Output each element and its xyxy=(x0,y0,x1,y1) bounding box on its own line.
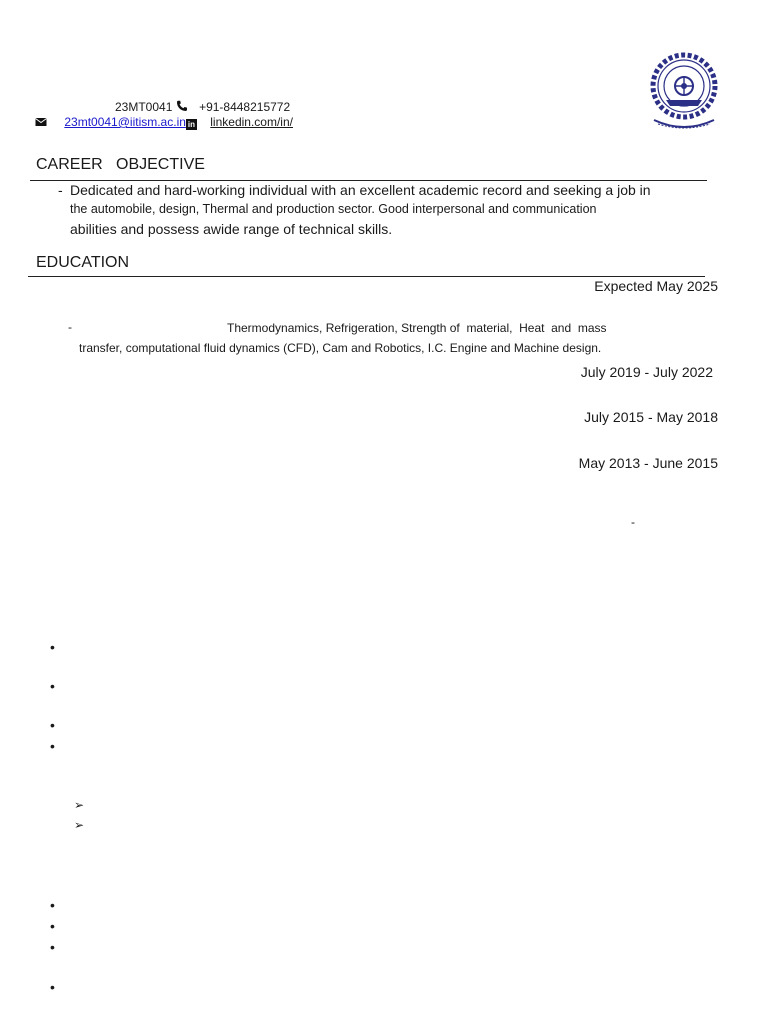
education-date-1: Expected May 2025 xyxy=(594,278,718,294)
phone-number: +91-8448215772 xyxy=(199,100,291,114)
list-bullet: • xyxy=(50,979,55,995)
courses-line-2: transfer, computational fluid dynamics (CFD), Cam and Robotics, I.C. Engine and Machine design. xyxy=(79,341,602,355)
email-link[interactable]: 23mt0041@iitism.ac.in xyxy=(64,115,186,129)
institute-seal-logo xyxy=(648,48,720,134)
arrow-bullet: ➢ xyxy=(74,798,85,812)
list-bullet: • xyxy=(50,738,55,754)
education-divider xyxy=(28,276,705,277)
education-dash: - xyxy=(631,515,635,529)
envelope-icon xyxy=(35,116,47,126)
career-bullet: - xyxy=(58,182,63,198)
list-bullet: • xyxy=(50,639,55,655)
list-bullet: • xyxy=(50,918,55,934)
education-date-4: May 2013 - June 2015 xyxy=(578,455,718,471)
linkedin-link[interactable]: linkedin.com/in/ xyxy=(210,115,293,129)
education-date-3: July 2015 - May 2018 xyxy=(584,409,718,425)
courses-bullet: - xyxy=(68,320,72,334)
list-bullet: • xyxy=(50,678,55,694)
contact-line-1 xyxy=(115,100,290,114)
career-line-1: Dedicated and hard-working individual with an excellent academic record and seeking a job in xyxy=(70,182,651,198)
list-bullet: • xyxy=(50,939,55,955)
career-line-2: the automobile, design, Thermal and production sector. Good interpersonal and communication xyxy=(70,202,597,216)
career-objective-heading: CAREER OBJECTIVE xyxy=(36,156,205,173)
courses-line-1: Thermodynamics, Refrigeration, Strength of material, Heat and mass xyxy=(227,321,607,335)
education-date-2: July 2019 - July 2022 xyxy=(580,364,713,380)
phone-icon xyxy=(176,100,188,112)
education-heading: EDUCATION xyxy=(36,254,130,271)
career-divider xyxy=(30,180,707,181)
linkedin-icon: in xyxy=(187,120,195,129)
roll-number: 23MT0041 xyxy=(115,100,173,114)
contact-line-2 xyxy=(35,115,293,130)
arrow-bullet: ➢ xyxy=(74,818,85,832)
list-bullet: • xyxy=(50,717,55,733)
list-bullet: • xyxy=(50,897,55,913)
career-line-3: abilities and possess awide range of technical skills. xyxy=(70,221,393,237)
